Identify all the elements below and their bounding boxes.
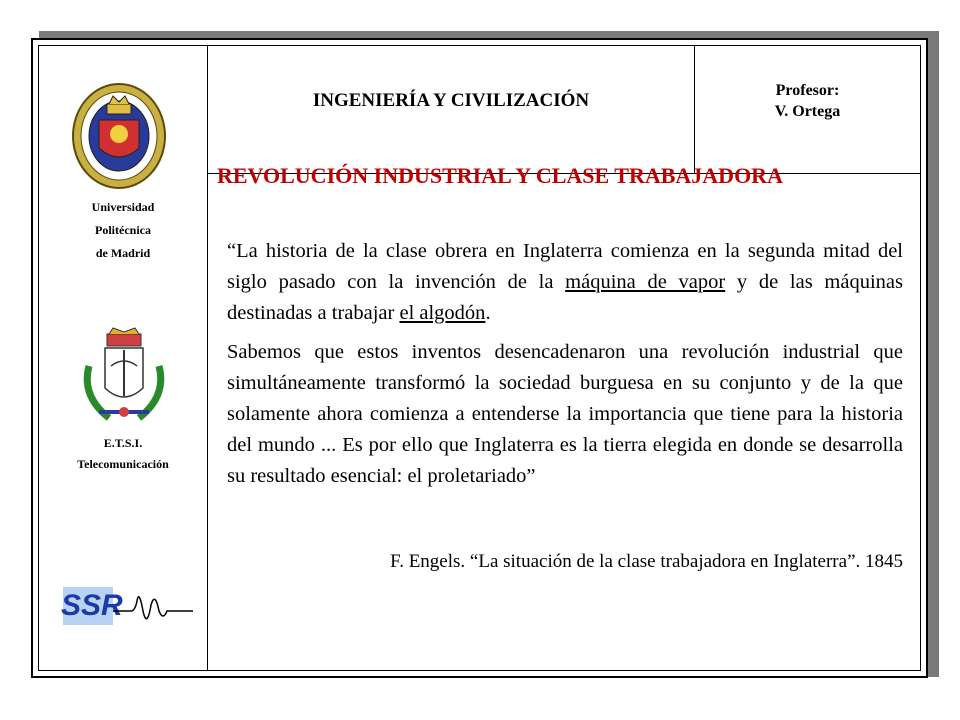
engels-quote bbox=[227, 236, 903, 492]
quote-text-3: . bbox=[485, 302, 491, 324]
sidebar bbox=[39, 46, 207, 670]
quote-citation: F. Engels. “La situación de la clase trabajadora en Inglaterra”. 1845 bbox=[390, 551, 903, 572]
quote-paragraph-2: Sabemos que estos inventos desencadenaron una revolución industrial que simultáneamente transformó la sociedad burguesa en su conjunto y de la que solamente ahora comienza a entenderse la importancia que tiene para la historia del mundo ... Es por ello que Inglaterra es la tierra elegida en donde se desarrolla su resultado esencial: el proletariado” bbox=[227, 341, 903, 487]
school-name bbox=[39, 433, 207, 475]
university-line-1: Universidad bbox=[91, 200, 155, 214]
school-line-2: Telecomunicación bbox=[77, 457, 169, 471]
quote-text-1: “La historia de la clase obrera en Inglaterra comienza en la segunda mitad del siglo pasado con la invención de la bbox=[227, 240, 903, 293]
school-line-1: E.T.S.I. bbox=[103, 436, 143, 450]
university-name bbox=[39, 196, 207, 265]
slide-title: REVOLUCIÓN INDUSTRIAL Y CLASE TRABAJADORA bbox=[217, 163, 783, 188]
slide-inner-border bbox=[38, 45, 921, 671]
quote-text-2: y de las máquinas destinadas a trabajar bbox=[227, 271, 903, 324]
link-el-algodon[interactable]: el algodón bbox=[399, 302, 486, 324]
link-maquina-de-vapor[interactable]: máquina de vapor bbox=[565, 271, 726, 293]
university-line-3: de Madrid bbox=[95, 246, 151, 260]
course-title: INGENIERÍA Y CIVILIZACIÓN bbox=[312, 90, 590, 111]
ssr-logo-text: SSR bbox=[61, 589, 123, 622]
school-shield-icon bbox=[79, 326, 169, 426]
professor-label: Profesor: bbox=[775, 82, 840, 99]
slide-frame bbox=[31, 38, 928, 678]
professor-block bbox=[695, 80, 920, 122]
university-seal-icon bbox=[69, 80, 169, 190]
quote-paragraph-1 bbox=[227, 236, 903, 329]
professor-name: V. Ortega bbox=[774, 103, 841, 120]
ssr-logo-icon bbox=[53, 581, 203, 631]
university-line-2: Politécnica bbox=[95, 223, 151, 237]
divider-vertical bbox=[207, 46, 208, 670]
